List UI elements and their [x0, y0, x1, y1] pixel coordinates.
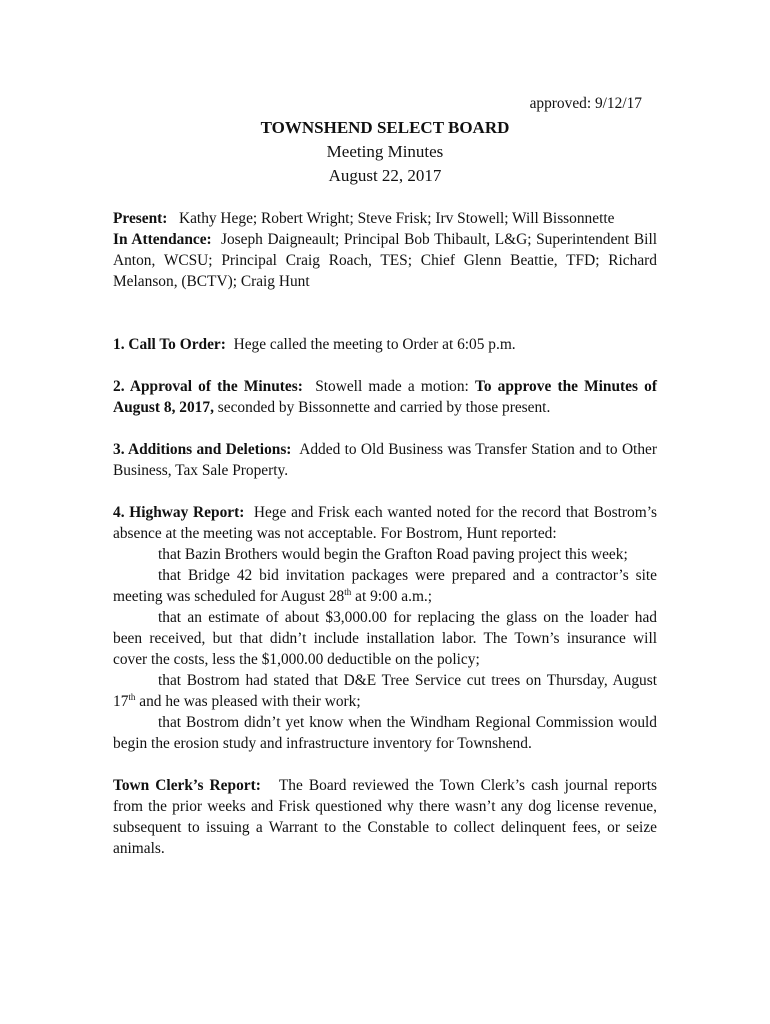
item-town-clerk-report — [113, 775, 657, 859]
item-approval-minutes — [113, 376, 657, 418]
highway-point — [113, 565, 657, 607]
ordinal-suffix: th — [344, 586, 352, 597]
item-2-text-b: seconded by Bissonnette and carried by those present. — [217, 399, 551, 416]
minutes-body — [113, 208, 657, 859]
item-additions-deletions — [113, 439, 657, 481]
attendance-names: Joseph Daigneault; Principal Bob Thibault, L&G; Superintendent Bill Anton, WCSU; Principal Craig Roach, TES; Chief Glenn Beattie, TFD; Richard Melanson, (BCTV); Craig Hunt — [113, 231, 657, 290]
document-title — [0, 116, 770, 188]
highway-point-text: that Bostrom had stated that D&E Tree Service cut trees on Thursday, August 17 — [113, 672, 657, 710]
item-3-text: Added to Old Business was Transfer Station and to Other Business, Tax Sale Property. — [113, 441, 657, 479]
document-type: Meeting Minutes — [326, 142, 444, 161]
highway-point — [113, 670, 657, 712]
highway-point-text: that Bridge 42 bid invitation packages were prepared and a contractor’s site meeting was scheduled for August 28 — [113, 567, 657, 605]
attendance-label: In Attendance: — [113, 231, 212, 248]
item-2-label: 2. Approval of the Minutes: — [113, 378, 303, 395]
highway-point-text: at 9:00 a.m.; — [351, 588, 433, 605]
item-call-to-order — [113, 334, 657, 355]
item-2-motion: To approve the Minutes of August 8, 2017, — [113, 378, 657, 416]
item-highway-report — [113, 502, 657, 544]
item-1-text: Hege called the meeting to Order at 6:05 p.m. — [233, 336, 516, 353]
highway-point-text: that an estimate of about $3,000.00 for replacing the glass on the loader had been received, but that didn’t include installation labor. The Town’s insurance will cover the costs, less the $1,000.00 deductible on the policy; — [113, 609, 657, 668]
present-names: Kathy Hege; Robert Wright; Steve Frisk; Irv Stowell; Will Bissonnette — [178, 210, 615, 227]
present-paragraph — [113, 208, 657, 229]
highway-point-text: and he was pleased with their work; — [135, 693, 361, 710]
board-name: TOWNSHEND SELECT BOARD — [260, 118, 510, 137]
item-2-text-a: Stowell made a motion: — [315, 378, 469, 395]
clerk-label: Town Clerk’s Report: — [113, 777, 261, 794]
highway-point — [113, 544, 657, 565]
approval-date: approved: 9/12/17 — [529, 95, 642, 112]
item-3-label: 3. Additions and Deletions: — [113, 441, 292, 458]
attendance-paragraph — [113, 229, 657, 292]
item-4-label: 4. Highway Report: — [113, 504, 245, 521]
highway-point-text: that Bazin Brothers would begin the Grafton Road paving project this week; — [158, 546, 628, 563]
highway-point — [113, 607, 657, 670]
ordinal-suffix: th — [128, 691, 136, 702]
present-label: Present: — [113, 210, 168, 227]
meeting-date: August 22, 2017 — [328, 166, 442, 185]
item-4-text: Hege and Frisk each wanted noted for the record that Bostrom’s absence at the meeting was not acceptable. For Bostrom, Hunt reported: — [113, 504, 657, 542]
clerk-text: The Board reviewed the Town Clerk’s cash journal reports from the prior weeks and Frisk questioned why there wasn’t any dog license revenue, subsequent to issuing a Warrant to the Constable to collect delinquent fees, or seize animals. — [113, 777, 657, 857]
item-1-label: 1. Call To Order: — [113, 336, 226, 353]
highway-point — [113, 712, 657, 754]
highway-point-text: that Bostrom didn’t yet know when the Windham Regional Commission would begin the erosion study and infrastructure inventory for Townshend. — [113, 714, 657, 752]
